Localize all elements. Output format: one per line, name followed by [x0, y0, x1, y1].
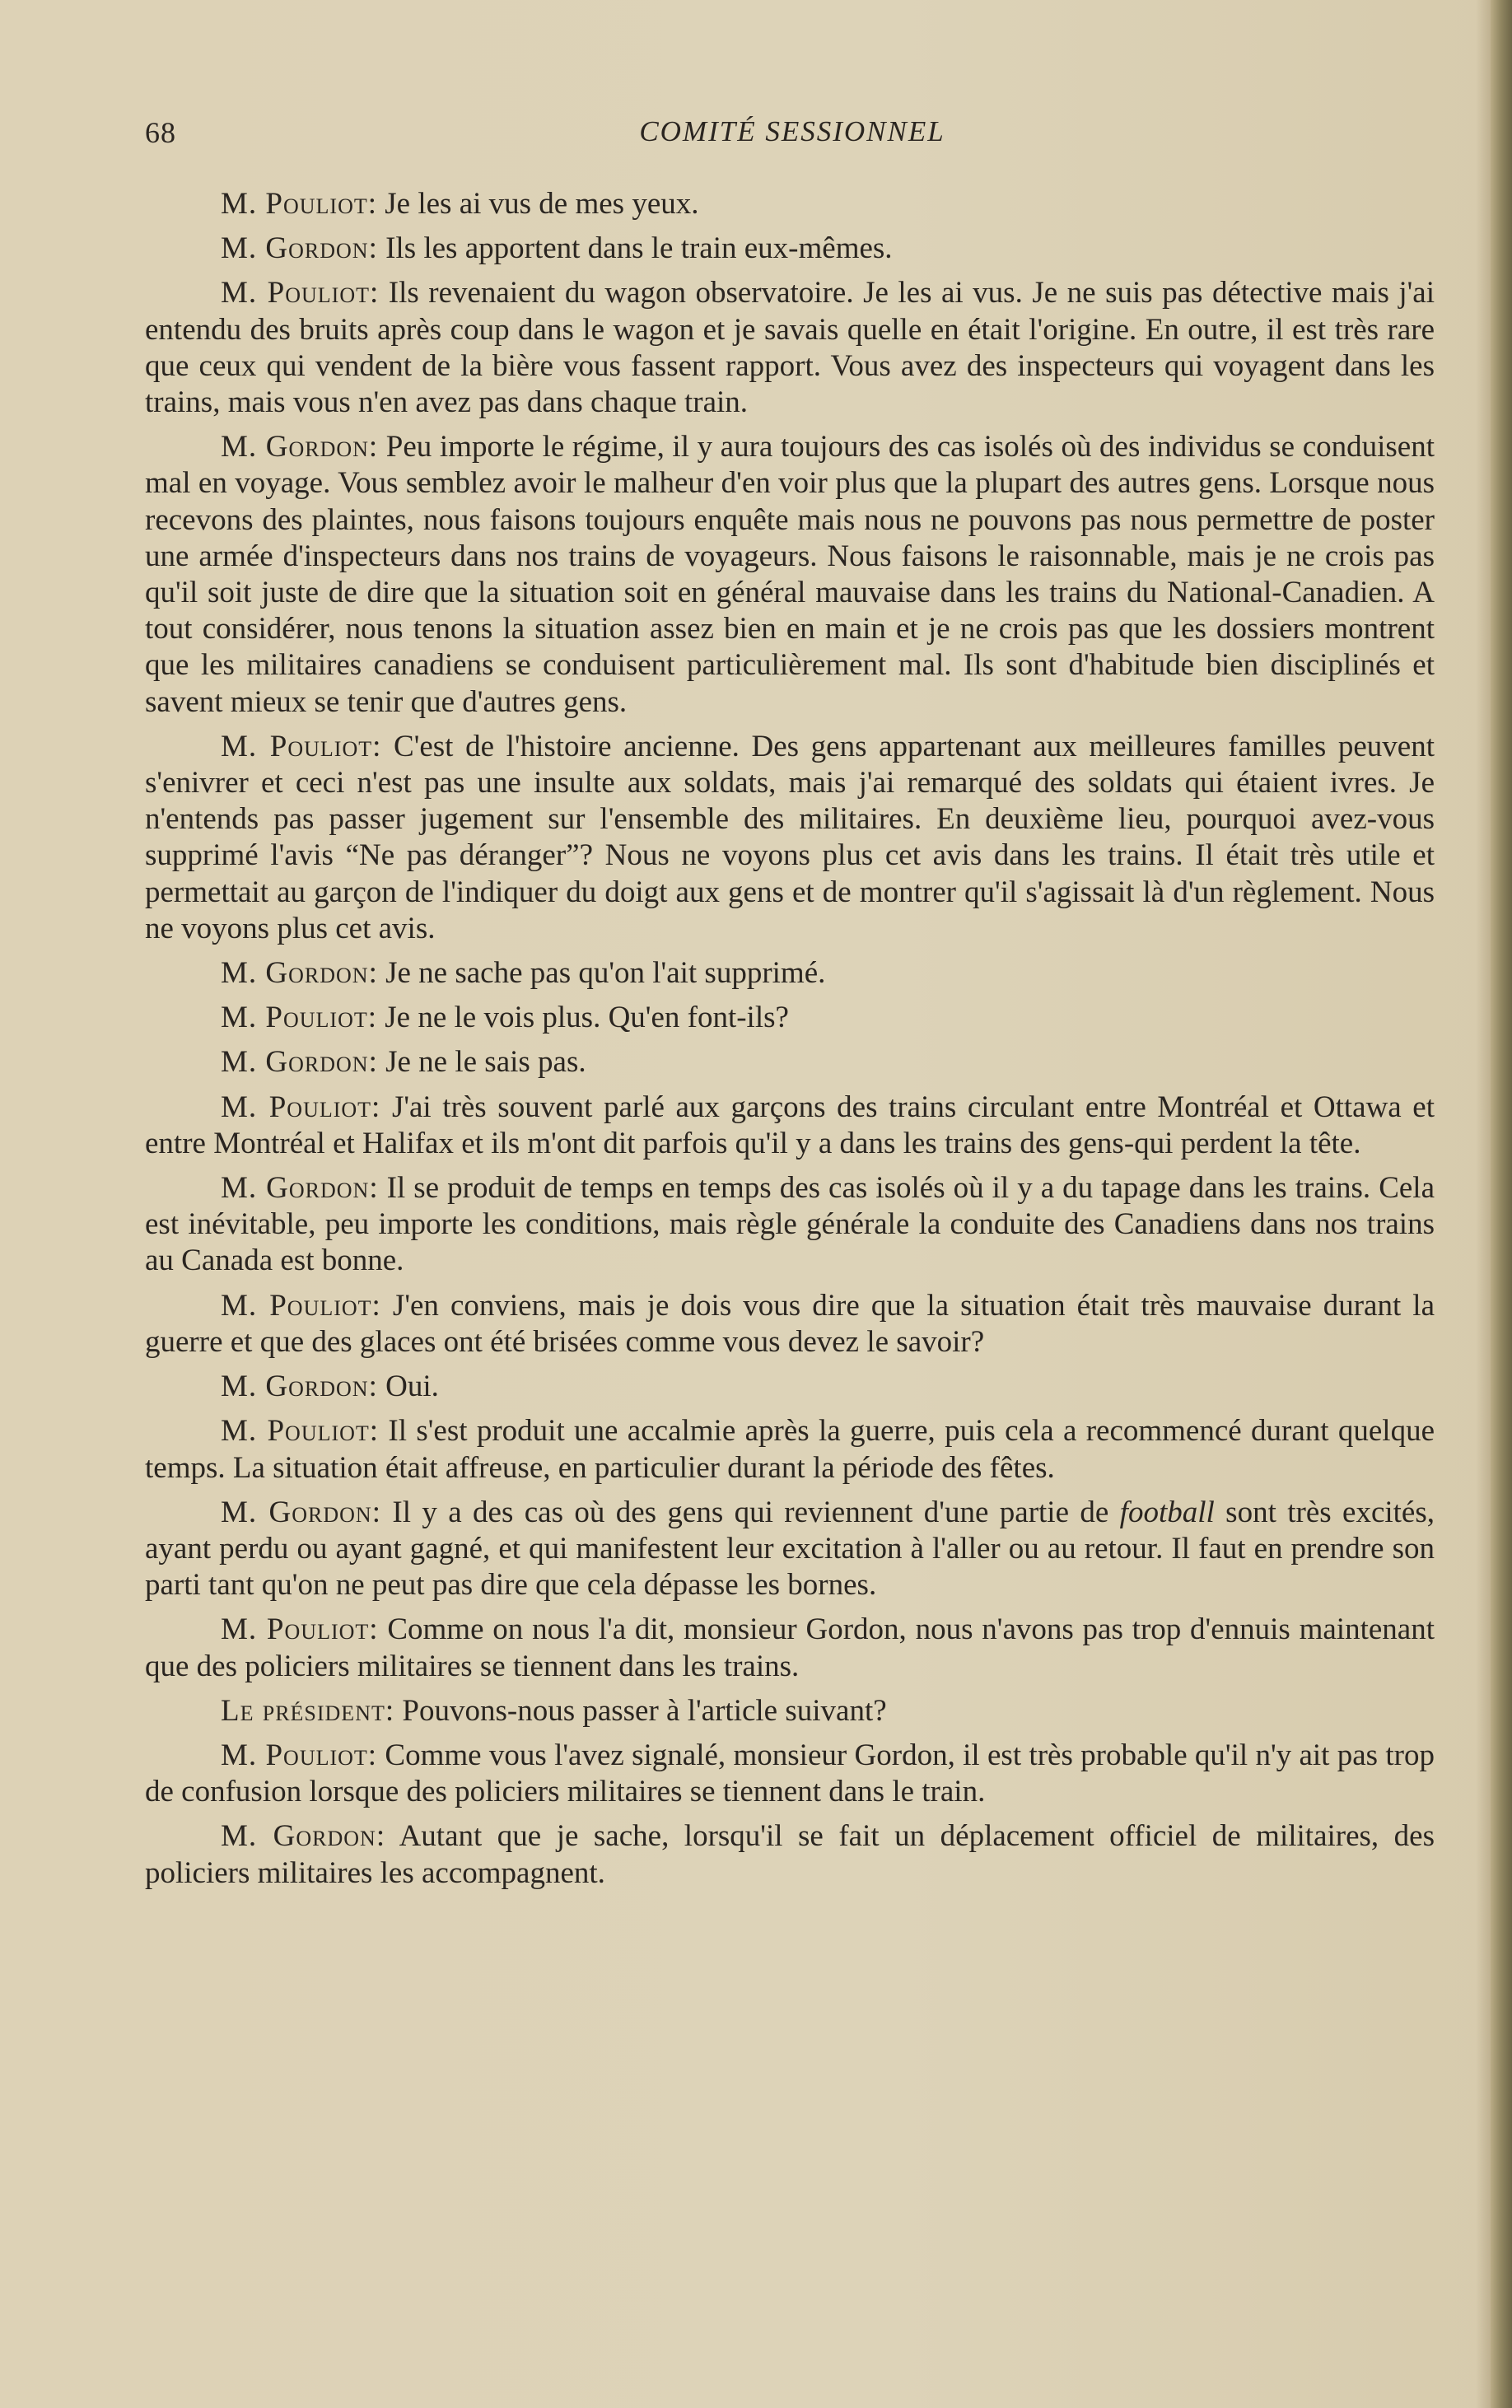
speech-text: Oui.: [385, 1370, 439, 1404]
transcript-paragraph: [145, 1738, 1435, 1810]
page-number: 68: [145, 116, 176, 149]
transcript-paragraph: [145, 429, 1435, 721]
book-edge: [1491, 0, 1512, 2408]
transcript-paragraph: [145, 955, 1435, 992]
running-title: COMITÉ SESSIONNEL: [639, 115, 945, 147]
speaker-name: M. Pouliot:: [221, 187, 378, 221]
transcript-paragraph: [145, 1413, 1435, 1486]
transcript-paragraph: [145, 1000, 1435, 1036]
speech-text: Autant que je sache, lorsqu'il se fait un déplacement officiel de militaires, des policiers militaires les accompagnent.: [145, 1819, 1435, 1890]
speaker-name: M. Gordon:: [221, 231, 378, 266]
speech-text: Je ne sache pas qu'on l'ait supprimé.: [385, 956, 826, 991]
speaker-name: M. Gordon:: [221, 1370, 378, 1404]
page-edge-shadow: [1476, 0, 1491, 2408]
speech-text: Je ne le sais pas.: [385, 1045, 586, 1080]
speaker-name: Le président:: [221, 1693, 395, 1728]
speaker-name: M. Gordon:: [221, 1819, 386, 1854]
speech-text: Comme vous l'avez signalé, monsieur Gordon, il est très probable qu'il n'y ait pas trop de confusion lorsque des policiers militaires se tiennent dans le train.: [145, 1738, 1435, 1809]
transcript-paragraph: [145, 1090, 1435, 1162]
page-header: [145, 115, 1440, 153]
speech-text: J'ai très souvent parlé aux garçons des trains circulant entre Montréal et Ottawa et entre Montréal et Halifax et ils m'ont dit parfois qu'il y a dans les trains des gens-qui perdent la tête.: [145, 1090, 1435, 1160]
speaker-name: M. Gordon:: [221, 1495, 381, 1529]
speaker-name: M. Gordon:: [221, 1045, 378, 1080]
speech-text: Comme on nous l'a dit, monsieur Gordon, nous n'avons pas trop d'ennuis maintenant que des policiers militaires se tiennent dans les trains.: [145, 1612, 1435, 1683]
speaker-name: M. Gordon:: [221, 430, 379, 464]
speaker-name: M. Gordon:: [221, 1171, 379, 1206]
transcript-paragraph: [145, 275, 1435, 421]
speech-text: Ils revenaient du wagon observatoire. Je les ai vus. Je ne suis pas détective mais j'ai entendu des bruits après coup dans le wagon et je savais quelle en était l'origine. En outre, il est très rare que ceux qui vendent de la bière vous fassent rapport. Vous avez des inspecteurs qui voyagent dans les trains, mais vous n'en avez pas dans chaque train.: [145, 276, 1435, 420]
speaker-name: M. Pouliot:: [221, 276, 380, 310]
transcript-body: [145, 186, 1435, 1900]
speech-text: C'est de l'histoire ancienne. Des gens appartenant aux meilleures familles peuvent s'enivrer et ceci n'est pas une insulte aux soldats, mais j'ai remarqué des soldats qui étaient ivres. Je n'entends pas passer jugement sur l'ensemble des militaires. En deuxième lieu, pourquoi avez-vous supprimé l'avis “Ne pas déranger”? Nous ne voyons plus cet avis dans les trains. Il était très utile et permettait au garçon de l'indiquer du doigt aux gens et de montrer qu'il s'agissait là d'un règlement. Nous ne voyons plus cet avis.: [145, 729, 1435, 945]
speech-text: Il se produit de temps en temps des cas isolés où il y a du tapage dans les trains. Cela est inévitable, peu importe les conditions, mais règle générale la conduite des Canadiens dans nos trains au Canada est bonne.: [145, 1171, 1435, 1278]
transcript-paragraph: [145, 1693, 1435, 1729]
speech-text: Il s'est produit une accalmie après la guerre, puis cela a recommencé durant quelque temps. La situation était affreuse, en particulier durant la période des fêtes.: [145, 1414, 1435, 1485]
speech-text: Pouvons-nous passer à l'article suivant?: [402, 1693, 887, 1728]
speaker-name: M. Pouliot:: [221, 1288, 381, 1323]
transcript-paragraph: [145, 1288, 1435, 1360]
speaker-name: M. Pouliot:: [221, 1090, 381, 1124]
speech-text: Il y a des cas où des gens qui reviennent d'une partie de football sont très excités, ayant perdu ou ayant gagné, et qui manifestent leur excitation à l'aller ou au retour. Il faut en prendre son parti tant qu'on ne peut pas dire que cela dépasse les bornes.: [145, 1495, 1435, 1603]
speaker-name: M. Pouliot:: [221, 729, 382, 763]
speaker-name: M. Pouliot:: [221, 1612, 379, 1647]
speaker-name: M. Gordon:: [221, 956, 378, 991]
transcript-paragraph: [145, 1612, 1435, 1684]
transcript-paragraph: [145, 231, 1435, 267]
transcript-paragraph: [145, 729, 1435, 947]
speech-text: Ils les apportent dans le train eux-mêmes.: [385, 231, 893, 266]
speech-text: J'en conviens, mais je dois vous dire que la situation était très mauvaise durant la guerre et que des glaces ont été brisées comme vous devez le savoir?: [145, 1288, 1435, 1359]
speech-text: Je ne le vois plus. Qu'en font-ils?: [385, 1001, 789, 1035]
speech-text: Peu importe le régime, il y aura toujours des cas isolés où des individus se conduisent mal en voyage. Vous semblez avoir le malheur d'en voir plus que la plupart des autres gens. Lorsque nous recevons des plaintes, nous faisons toujours enquête mais nous ne pouvons pas nous permettre de poster une armée d'inspecteurs dans nos trains de voyageurs. Nous faisons le raisonnable, mais je ne crois pas qu'il soit juste de dire que la situation soit en général mauvaise dans les trains du National-Canadien. A tout considérer, nous tenons la situation assez bien en main et je ne crois pas que les dossiers montrent que les militaires canadiens se conduisent particulièrement mal. Ils sont d'habitude bien disciplinés et savent mieux se tenir que d'autres gens.: [145, 430, 1435, 719]
speaker-name: M. Pouliot:: [221, 1414, 380, 1449]
transcript-paragraph: [145, 186, 1435, 222]
transcript-paragraph: [145, 1170, 1435, 1280]
speaker-name: M. Pouliot:: [221, 1001, 378, 1035]
transcript-paragraph: [145, 1044, 1435, 1080]
speaker-name: M. Pouliot:: [221, 1738, 378, 1772]
transcript-paragraph: [145, 1495, 1435, 1604]
speech-text: Je les ai vus de mes yeux.: [385, 187, 699, 221]
transcript-paragraph: [145, 1369, 1435, 1405]
transcript-paragraph: [145, 1818, 1435, 1891]
